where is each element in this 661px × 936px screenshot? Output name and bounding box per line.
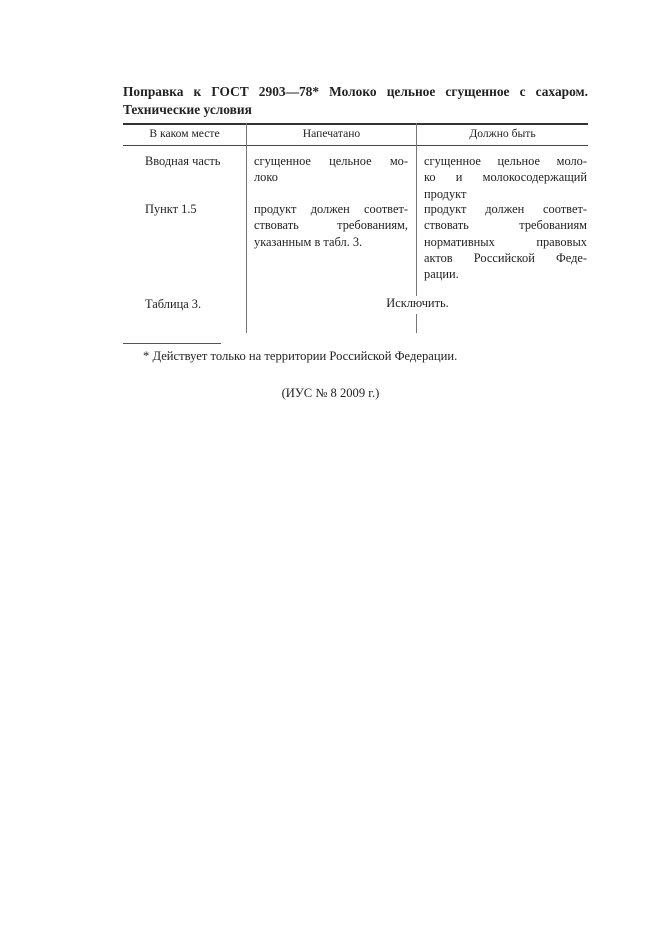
row-intro-place: Вводная часть	[145, 154, 221, 168]
document-title: Поправка к ГОСТ 2903—78* Молоко цельное сгущенное с сахаром. Технические условия	[123, 84, 588, 117]
text-line: сгущенное цельное моло-	[424, 154, 587, 168]
text-line: рации.	[424, 267, 459, 282]
text-line: продукт должен соответ-	[424, 202, 587, 216]
row-table3-place: Таблица 3.	[145, 297, 202, 311]
ius-reference: (ИУС № 8 2009 г.)	[281, 386, 380, 400]
header-place: В каком месте	[149, 127, 220, 140]
table-top-rule	[123, 123, 588, 125]
footnote: * Действует только на территории Российской Федерации.	[143, 349, 458, 363]
row-p15-printed	[254, 201, 408, 250]
text-line: продукт должен соответ-	[254, 202, 408, 216]
row-intro-printed	[254, 153, 408, 186]
text-line: локо	[254, 170, 278, 185]
text-line: ко и молокосодержащий	[424, 170, 587, 185]
row-p15-place: Пункт 1.5	[145, 202, 197, 216]
text-line: ствовать требованиям	[424, 218, 587, 233]
text-line: сгущенное цельное мо-	[254, 154, 408, 168]
header-printed: Напечатано	[302, 127, 361, 140]
row-intro-should-be	[424, 153, 587, 202]
text-line: продукт	[424, 186, 467, 201]
header-should-be: Должно быть	[469, 127, 536, 140]
row-p15-should-be	[424, 201, 587, 282]
correction-table	[123, 123, 588, 333]
text-line: нормативных правовых	[424, 234, 587, 249]
row-table3-exclude: Исключить.	[247, 296, 588, 314]
text-line: актов Российской Феде-	[424, 250, 587, 265]
table-header-rule	[123, 145, 588, 146]
footnote-rule	[123, 343, 221, 344]
text-line: указанным в табл. 3.	[254, 234, 363, 249]
text-line: ствовать требованиям,	[254, 218, 408, 233]
